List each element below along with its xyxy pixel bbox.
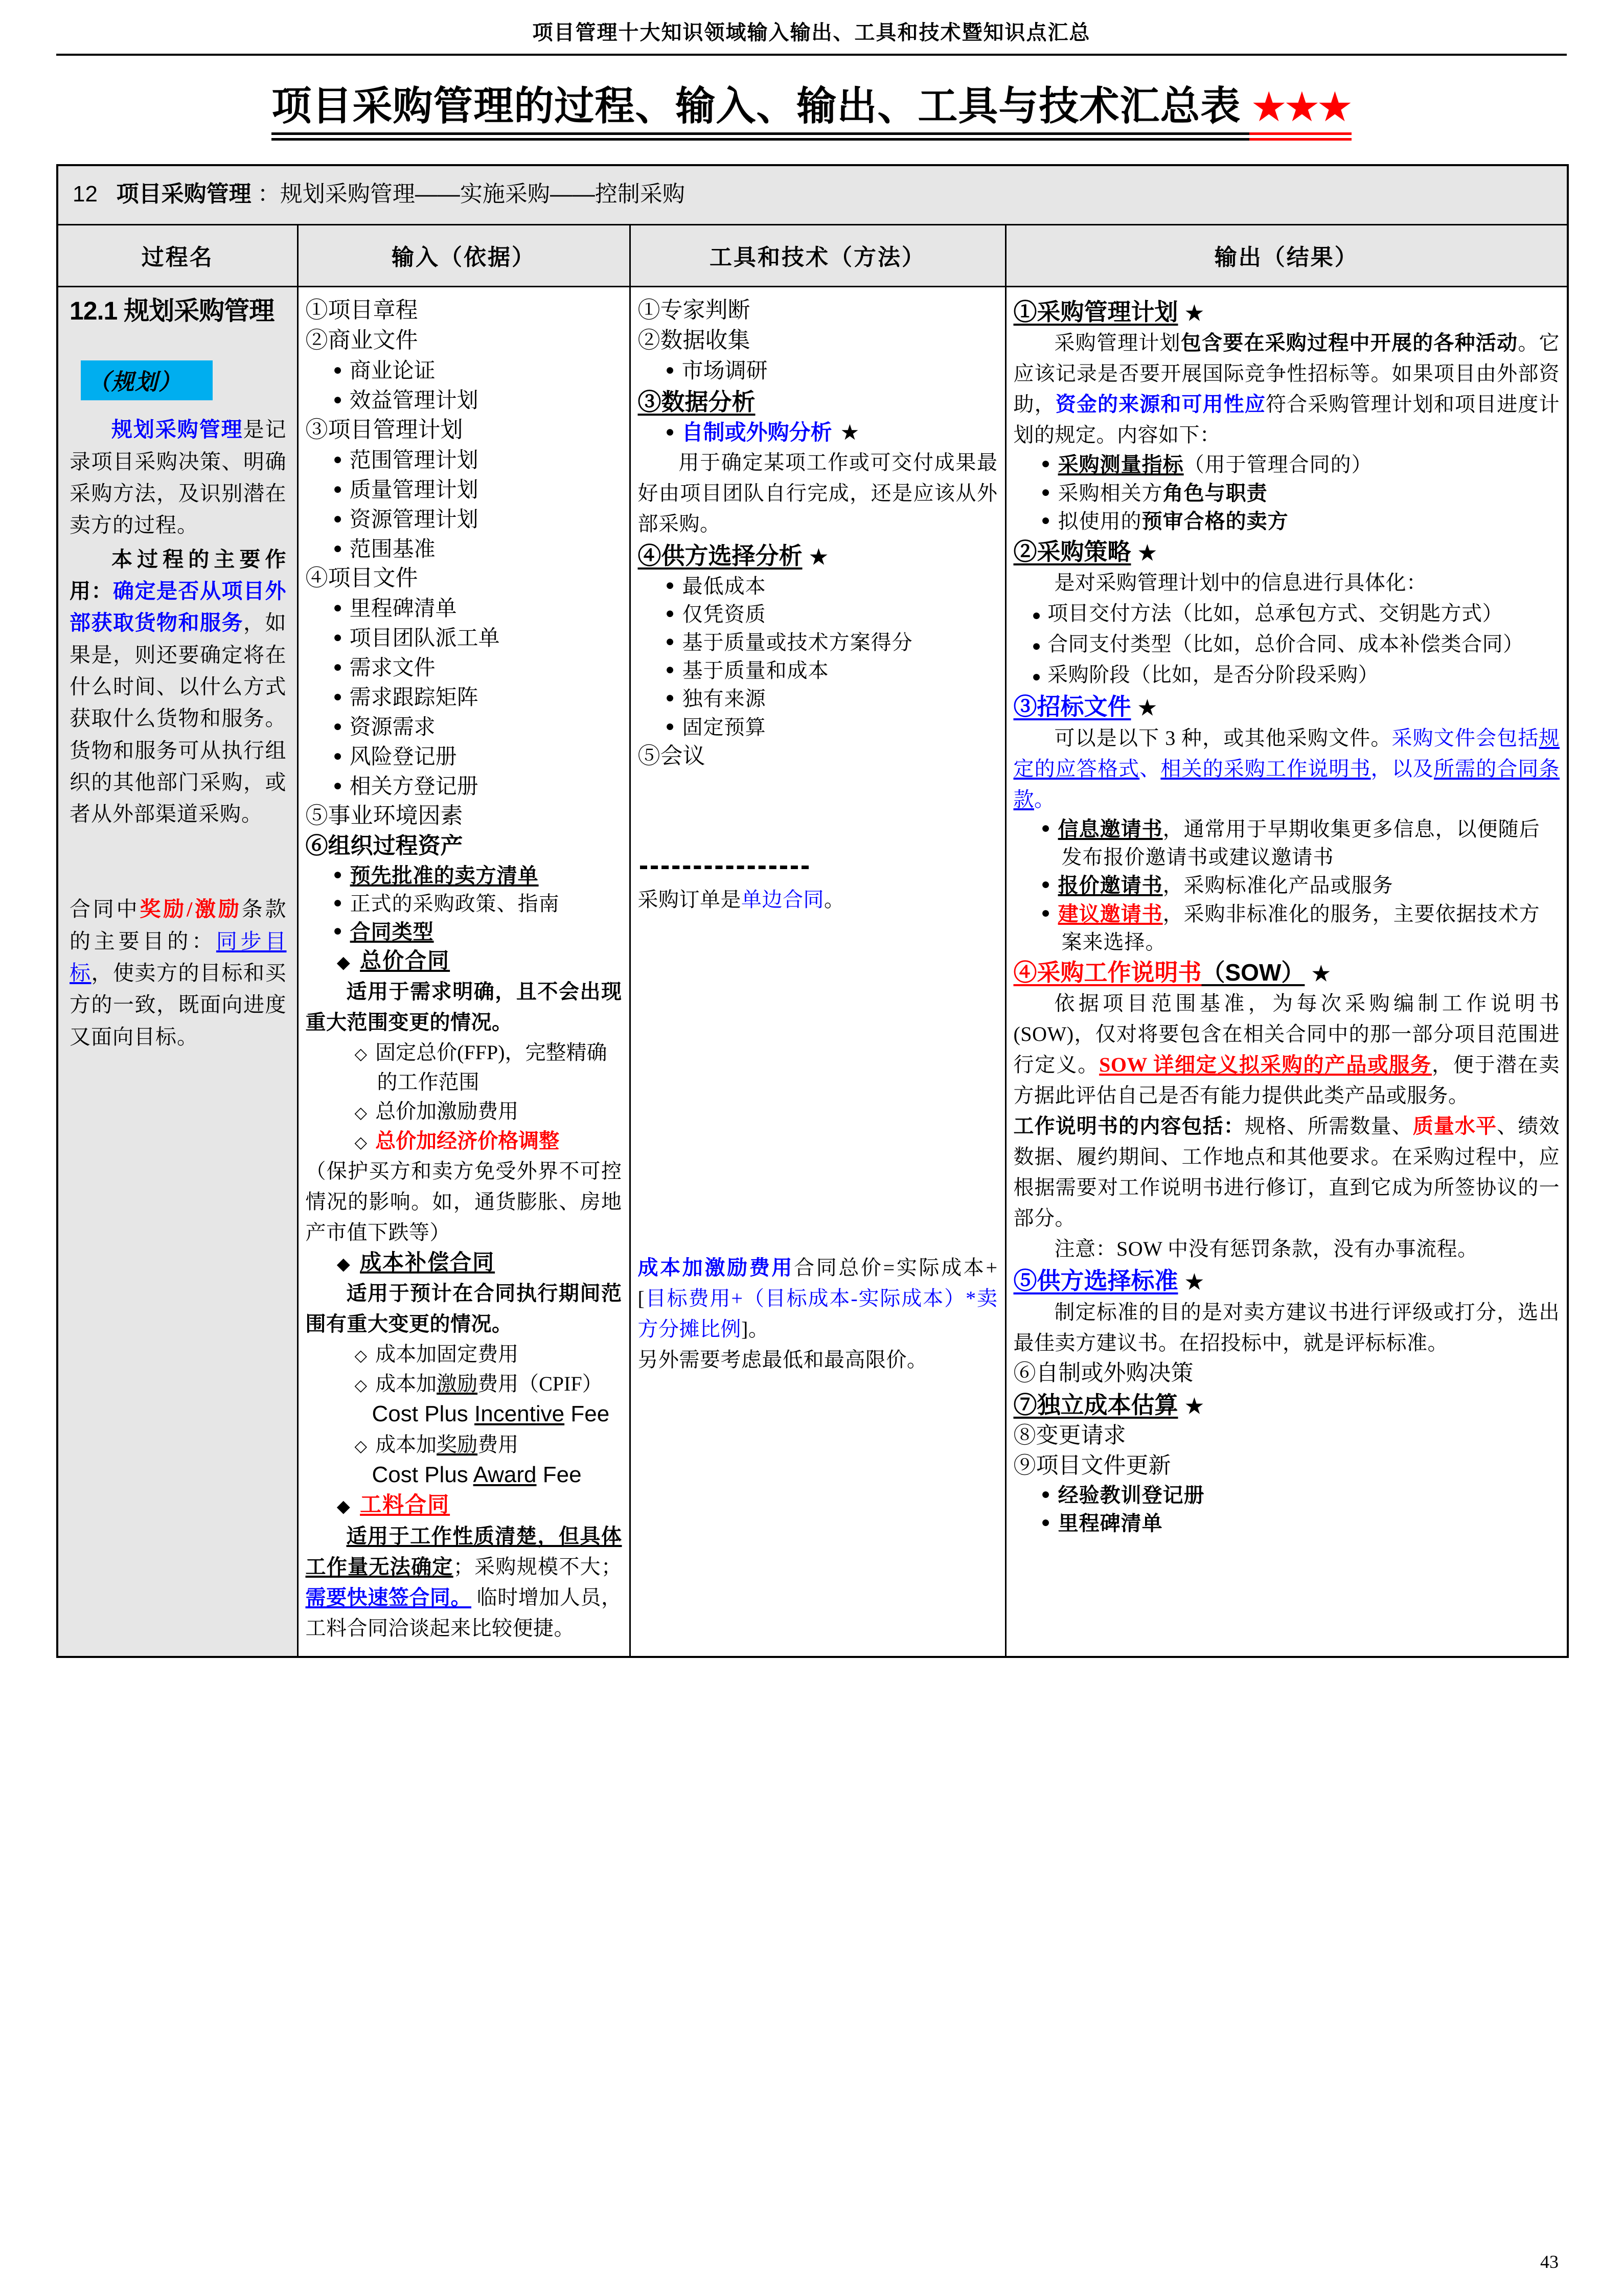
cpif-formula-blue1: 成本加激励费用 [637,1256,794,1279]
bullet-dot-icon: ● [333,599,342,617]
cpif-english [372,1399,622,1428]
output-subitem-rest: （用于管理合同的） [1183,453,1373,476]
input-subitem-label: 资源管理计划 [349,507,478,531]
po-note-blue: 单边合同 [741,888,824,911]
tool-item-3 [638,388,998,417]
bid-doc-rest: ，通常用于早期收集更多信息，以便随后发布报价邀请书或建议邀请书 [1061,817,1540,869]
star-icon: ★ [840,420,860,445]
process-definition [70,414,287,541]
title-underline-red-segment [1249,132,1352,141]
tool-subitem [666,656,998,685]
output-item-1 [1014,298,1560,327]
input-item-6: ⑥组织过程资产 [305,833,463,859]
input-subitem-label: 合同类型 [350,920,434,944]
running-head: 项目管理十大知识领域输入输出、工具和技术暨知识点汇总 [532,21,1091,44]
sow-desc-b: ，便于潜在卖方据此评估自己是否有能力提供此类产品或服务。 [1013,1053,1560,1107]
tool-subitem-label: 最低成本 [682,574,766,598]
col-header-process: 过程名 [57,224,298,286]
cpif-formula-blue2: 目标费用+（目标成本-实际成本）*卖方分摊比例 [637,1286,998,1340]
tool-subitem-label: 独有来源 [682,687,766,711]
cpif-label-b: 费用（CPIF） [477,1372,603,1395]
contract-type-label: 工料合同 [360,1493,450,1517]
input-subitem [333,534,622,564]
cell-tools [630,286,1005,1657]
bullet-dot-icon: ● [333,450,342,468]
input-subitem-label: 项目团队派工单 [349,626,500,650]
output-subitem [1041,1509,1560,1537]
fixed-price-sub [355,1038,622,1097]
bullet-dot-icon: ● [333,480,342,497]
bullet-dot-icon: ● [665,689,675,707]
pm-plan-a: 采购管理计划 [1054,331,1181,355]
cell-outputs [1005,286,1568,1657]
incentive-note-red: 奖励/激励 [140,897,242,921]
cpif-english-ul: Incentive [474,1401,565,1427]
output-item-4-sow: （SOW） [1201,959,1305,986]
input-subitem [333,771,622,801]
bullet-dot-icon: ● [1041,876,1051,893]
input-subitem-label: 相关方登记册 [349,774,478,799]
make-or-buy-desc: 用于确定某项工作或可交付成果最好由项目团队自行完成，还是应该从外部采购。 [637,451,998,536]
input-subitem [333,890,622,918]
output-subitem-ul: 采购测量指标 [1058,453,1184,476]
tools-spacer-4 [638,1222,998,1253]
cell-inputs [298,286,630,1657]
input-subitem-label: 质量管理计划 [349,477,478,502]
process-incentive-note [70,893,287,1053]
tools-spacer-3 [638,1069,998,1222]
pm-plan-c: 。它应该记录是否要开展国际竞争性招标等。如果项目由外部资助， [1013,331,1560,416]
input-subitem-label: 商业论证 [349,358,436,382]
contract-type-fixed-price [337,946,622,977]
incentive-note-a: 合同中 [70,897,140,921]
tool-subitem-label: 基于质量和成本 [682,659,829,683]
input-subitem-label: 资源需求 [349,715,436,739]
sow-contents-lead: 工作说明书的内容包括： [1013,1115,1245,1138]
sow-note: 注意：SOW 中没有惩罚条款，没有办事流程。 [1054,1237,1478,1261]
output-item-3-label: ③招标文件 [1013,693,1131,720]
bid-doc-ul: 信息邀请书 [1058,817,1163,840]
process-benefit [70,543,287,830]
table-header-row [57,224,1568,286]
col-header-inputs: 输入（依据） [298,224,630,286]
banner-name: 项目采购管理 [116,181,252,207]
cpaf-label-ul: 奖励 [437,1433,478,1456]
bullet-dot-icon: ● [333,361,342,378]
bullet-dot-icon: ● [665,661,675,678]
strategy-bullet [1032,629,1560,660]
diamond-outline-icon: ◇ [354,1436,368,1455]
tm-desc-blue: 需要快速签合同。 [305,1585,472,1609]
bullet-dot-icon: ● [333,866,343,883]
output-subitem [1041,1481,1560,1509]
fixed-price-epa-note: （保护买方和卖方免受外界不可控情况的影响。如，通货膨胀、房地产市值下跌等） [305,1159,622,1244]
input-subitem [333,445,622,475]
bullet-dot-icon: ● [1041,483,1051,501]
tool-subitem-make-or-buy [666,418,998,447]
dashed-divider [640,866,809,869]
sow-contents [1014,1111,1560,1234]
contract-type-cost-reimbursable [337,1248,622,1279]
cpif-english-a: Cost Plus [372,1401,475,1427]
bullet-dot-icon: ● [333,718,342,735]
bullet-dot-icon: ● [1041,1486,1051,1503]
sow-desc-a: 依据项目范围基准，为每次采购编制工作说明书(SOW)，仅对将要包含在相关合同中的那一部分项目范围进行定义。 [1013,992,1560,1077]
tool-subitem [666,572,998,600]
output-item-2-label: ②采购策略 [1013,538,1131,565]
input-item-3: ③项目管理计划 [305,417,463,442]
bid-doc-item [1041,815,1560,871]
fixed-price-sub-label: 总价加激励费用 [375,1100,519,1123]
diamond-filled-icon: ◆ [337,1254,351,1273]
process-benefit-lead: 本过程的主要作用： [70,547,287,603]
bullet-dot-icon: ● [1032,668,1042,686]
page-number: 43 [1540,2252,1559,2272]
input-subitem [333,861,622,890]
input-subitem-label: 效益管理计划 [349,388,478,412]
cost-reimbursable-sub [355,1430,622,1460]
banner-flow: ：规划采购管理——实施采购——控制采购 [257,181,685,207]
tool-subitem-label: 市场调研 [681,358,768,382]
cost-reimbursable-desc: 适用于预计在合同执行期间范围有重大变更的情况。 [305,1282,622,1336]
bullet-dot-icon: ● [333,777,342,794]
input-subitem [333,918,622,946]
bullet-dot-icon: ● [1032,638,1042,655]
output-item-8: ⑧变更请求 [1013,1423,1126,1448]
bid-doc-item [1041,871,1560,899]
input-item-1: ①项目章程 [305,297,418,323]
cpaf-english-ul: Award [473,1462,537,1488]
input-subitem [333,505,622,534]
bullet-dot-icon: ● [333,688,342,706]
bid-lead-ul1: 规定的应答格式 [1013,726,1560,780]
output-subitem-a: 采购相关方 [1058,481,1163,505]
star-icon: ★ [1312,962,1331,985]
sow-contents-c1: 规格、所需数量、 [1244,1115,1413,1138]
cpif-formula-note: 另外需要考虑最低和最高限价。 [637,1348,928,1371]
tm-desc-mid: ；采购规模不大； [453,1555,622,1578]
running-head-rule [56,54,1567,56]
pm-plan-d: 符合采购管理计划和项目进度计划的规定。内容如下： [1013,393,1560,447]
banner-cell [57,165,1568,225]
tools-spacer [638,771,998,848]
output-item-3 [1014,692,1560,722]
fixed-price-sub-label: 固定总价(FFP)，完整精确的工作范围 [375,1041,607,1094]
title-underline [271,132,1351,141]
star-icon: ★ [1185,1271,1204,1294]
pm-plan-blue: 资金的来源和可用性应 [1055,393,1266,416]
output-subitem-a: 拟使用的 [1058,509,1142,533]
input-subitem-label: 范围管理计划 [349,447,478,472]
input-subitem [333,594,622,623]
incentive-note-b: 条款的主要目的： [70,897,287,953]
input-subitem [333,623,622,653]
table-content-row [57,286,1568,1657]
sow-contents-red: 质量水平 [1412,1115,1497,1138]
input-subitem [333,653,622,683]
input-item-4: ④项目文件 [305,565,418,591]
bid-doc-ul: 报价邀请书 [1058,874,1163,897]
phase-badge: （规划） [81,360,213,400]
bid-lead-ul3: 所需的合同条款 [1013,757,1560,811]
input-subitem [333,385,622,415]
tool-subitem [666,685,998,713]
diamond-filled-icon: ◆ [337,952,351,971]
bid-doc-rest: ，采购非标准化的服务，主要依据技术方案来选择。 [1061,902,1540,953]
input-subitem-label: 正式的采购政策、指南 [350,892,560,916]
output-item-4-label: ④采购工作说明书 [1013,959,1202,986]
table-banner-row [57,165,1568,225]
output-item-7-label: ⑦独立成本估算 [1013,1391,1178,1418]
sow-desc-red: SOW 详细定义拟采购的产品或服务 [1099,1053,1432,1077]
strategy-bullet [1032,660,1560,690]
incentive-note-blue: 同步目标 [70,929,287,985]
banner-number: 12 [73,181,98,207]
diamond-outline-icon: ◇ [354,1375,368,1394]
bullet-dot-icon: ● [1032,607,1042,624]
output-item-1-label: ①采购管理计划 [1013,298,1178,325]
tool-subitem-label: 固定预算 [682,715,766,739]
input-subitem-label: 范围基准 [349,536,436,561]
contract-type-time-material [337,1490,622,1521]
bid-doc-rest: ，采购标准化产品或服务 [1162,874,1393,897]
diamond-filled-icon: ◆ [337,1497,351,1516]
tool-item-4-label: ④供方选择分析 [637,542,803,570]
tools-spacer-2 [638,915,998,1069]
bid-lead-end: 。 [1034,787,1055,811]
bid-doc-item [1041,900,1560,956]
procurement-strategy-lead: 是对采购管理计划中的信息进行具体化： [1054,571,1427,595]
tool-subitem-label: 基于质量或技术方案得分 [682,631,913,654]
bullet-dot-icon: ● [665,576,675,594]
output-item-9: ⑨项目文件更新 [1013,1453,1171,1479]
output-subitem [1041,450,1560,479]
star-icon: ★ [1138,541,1157,564]
bid-lead-ul2: 相关的采购工作说明书 [1160,757,1371,780]
input-subitem-label: 需求跟踪矩阵 [349,685,478,710]
page-title [56,83,1567,141]
output-subitem [1041,507,1560,535]
input-item-2: ②商业文件 [305,327,418,353]
output-subitem-b: 角色与职责 [1162,481,1268,505]
time-material-desc [306,1521,622,1644]
po-note-b: 。 [824,888,845,911]
star-icon: ★ [1185,302,1204,325]
process-definition-term: 规划采购管理 [111,418,243,442]
bid-documents-lead [1014,723,1560,815]
output-item-7 [1014,1391,1560,1420]
output-subitem-label: 经验教训登记册 [1058,1484,1205,1507]
strategy-bullet-label: 合同支付类型（比如，总价合同、成本补偿类合同） [1047,632,1524,656]
bid-lead-mid: 、 [1139,757,1161,780]
bid-lead-a: 可以是以下 3 种，或其他采购文件。 [1054,726,1392,749]
diamond-outline-icon: ◇ [354,1103,368,1122]
tool-subitem-label: 仅凭资质 [682,602,766,626]
output-item-4 [1014,958,1560,988]
sow-desc [1014,988,1560,1111]
bullet-dot-icon: ● [665,361,675,378]
output-subitem-b: 预审合格的卖方 [1141,509,1289,533]
incentive-note-c: ，使卖方的目标和买方的一致，既面向进度又面向目标。 [70,961,287,1049]
bullet-dot-icon: ● [333,391,342,408]
po-note-a: 采购订单是 [637,888,741,911]
process-gap [70,832,287,893]
process-title: 12.1 规划采购管理 [70,296,275,325]
make-or-buy-label: 自制或外购分析 [681,420,832,445]
bullet-dot-icon: ● [333,629,342,646]
cell-process [57,286,298,1657]
bullet-dot-icon: ● [333,894,343,912]
input-subitem-label: 里程碑清单 [349,596,457,621]
bullet-dot-icon: ● [1041,1514,1051,1531]
source-selection-desc: 制定标准的目的是对卖方建议书进行评级或打分，选出最佳卖方建议书。在招投标中，就是评标标准。 [1013,1300,1560,1354]
fixed-price-sub-label: 总价加经济价格调整 [375,1129,560,1152]
input-subitem-label: 风险登记册 [349,744,457,769]
input-item-5: ⑤事业环境因素 [305,803,463,829]
strategy-bullet-label: 项目交付方法（比如，总承包方式、交钥匙方式） [1047,602,1503,625]
bullet-dot-icon: ● [1041,511,1051,529]
tool-item-2: ②数据收集 [637,327,750,353]
bullet-dot-icon: ● [665,604,675,622]
fixed-price-sub [355,1097,622,1126]
output-subitem [1041,479,1560,507]
bid-doc-ul: 建议邀请书 [1058,902,1163,925]
tool-subitem [666,356,998,385]
star-icon: ★ [809,546,828,569]
procurement-plan-desc [1014,328,1560,450]
bullet-dot-icon: ● [1041,455,1051,472]
star-icon: ★ [1138,697,1157,720]
fixed-price-sub [355,1126,622,1156]
cpaf-label-a: 成本加 [375,1433,437,1456]
tm-desc-end: 临时增加人员，工料合同洽谈起来比较便捷。 [305,1585,622,1640]
bullet-dot-icon: ● [1041,904,1051,921]
tool-item-4 [638,541,998,571]
diamond-outline-icon: ◇ [354,1346,368,1365]
bullet-dot-icon: ● [333,747,342,765]
diamond-outline-icon: ◇ [354,1132,368,1151]
knowledge-area-table [56,164,1569,1658]
bullet-dot-icon: ● [333,922,343,940]
output-item-6: ⑥自制或外购决策 [1013,1360,1194,1385]
strategy-bullet-label: 采购阶段（比如，是否分阶段采购） [1047,663,1379,687]
input-subitem [333,475,622,505]
process-benefit-rest: ，如果是，则还要确定将在什么时间、以什么方式获取什么货物和服务。货物和服务可从执行组织的其他部门采购，或者从外部渠道采购。 [70,611,287,826]
bullet-dot-icon: ● [665,633,675,650]
tm-desc-ul: 适用于工作性质清楚，但具体工作量无法确定 [305,1524,622,1578]
output-subitem-label: 里程碑清单 [1058,1512,1163,1535]
star-rating-icon: ★★★ [1252,87,1352,128]
pm-plan-b: 包含要在采购过程中开展的各种活动 [1180,331,1518,355]
process-definition-rest: 是记录项目采购决策、明确采购方法，及识别潜在卖方的过程。 [70,418,287,537]
cpaf-english-b: Fee [536,1462,582,1488]
cpaf-english-a: Cost Plus [372,1462,473,1488]
strategy-bullet [1032,598,1560,629]
cost-reimbursable-sub-label: 成本加固定费用 [375,1343,519,1366]
bid-lead-blue1: 采购文件会包括 [1391,726,1539,749]
contract-type-label: 总价合同 [360,949,450,973]
bullet-dot-icon: ● [1041,819,1051,836]
cpaf-english [372,1460,622,1489]
input-subitem-label: 需求文件 [349,655,436,680]
sow-contents-c2: 、绩效数据、履约期间、工作地点和其他要求。在采购过程中，应根据需要对工作说明书进行修订，直到它成为所签协议的一部分。 [1013,1115,1560,1230]
bullet-dot-icon: ● [665,717,675,735]
bullet-dot-icon: ● [333,539,342,557]
input-subitem-label: 预先批准的卖方清单 [350,863,539,887]
contract-type-label: 成本补偿合同 [360,1251,495,1275]
cpif-english-b: Fee [564,1401,610,1427]
star-icon: ★ [1185,1395,1204,1418]
bullet-dot-icon: ● [333,510,342,527]
diamond-outline-icon: ◇ [354,1044,368,1063]
bid-lead-mid2: ，以及 [1370,757,1434,780]
output-item-2 [1014,537,1560,567]
col-header-tools: 工具和技术（方法） [630,224,1005,286]
bullet-dot-icon: ● [333,658,342,676]
tool-item-1: ①专家判断 [637,297,750,323]
cpif-formula [638,1253,998,1345]
cost-reimbursable-sub [355,1369,622,1399]
tool-item-3-label: ③数据分析 [637,388,756,415]
col-header-outputs: 输出（结果） [1005,224,1568,286]
tool-item-5: ⑤会议 [637,743,705,768]
process-benefit-blue: 确定是否从项目外部获取货物和服务 [70,579,287,635]
purchase-order-note [638,884,998,915]
output-item-5-label: ⑤供方选择标准 [1013,1267,1178,1294]
cost-reimbursable-sub [355,1339,622,1369]
fixed-price-desc: 适用于需求明确，且不会出现重大范围变更的情况。 [305,980,622,1034]
cpaf-label-b: 费用 [477,1433,519,1456]
cpif-label-ul: 激励 [437,1372,478,1395]
tool-subitem [666,713,998,741]
cpif-formula-black1: 合同总价=实际成本+[ [637,1256,998,1310]
tool-subitem [666,628,998,656]
input-subitem [333,742,622,771]
page-title-text: 项目采购管理的过程、输入、输出、工具与技术汇总表 [271,83,1241,128]
cpif-label-a: 成本加 [375,1372,437,1395]
input-subitem [333,683,622,712]
input-subitem [333,356,622,385]
cpif-formula-black2: ]。 [741,1317,769,1340]
output-item-5 [1014,1266,1560,1296]
input-subitem [333,712,622,742]
bullet-dot-icon: ● [665,423,675,441]
tool-subitem [666,600,998,628]
